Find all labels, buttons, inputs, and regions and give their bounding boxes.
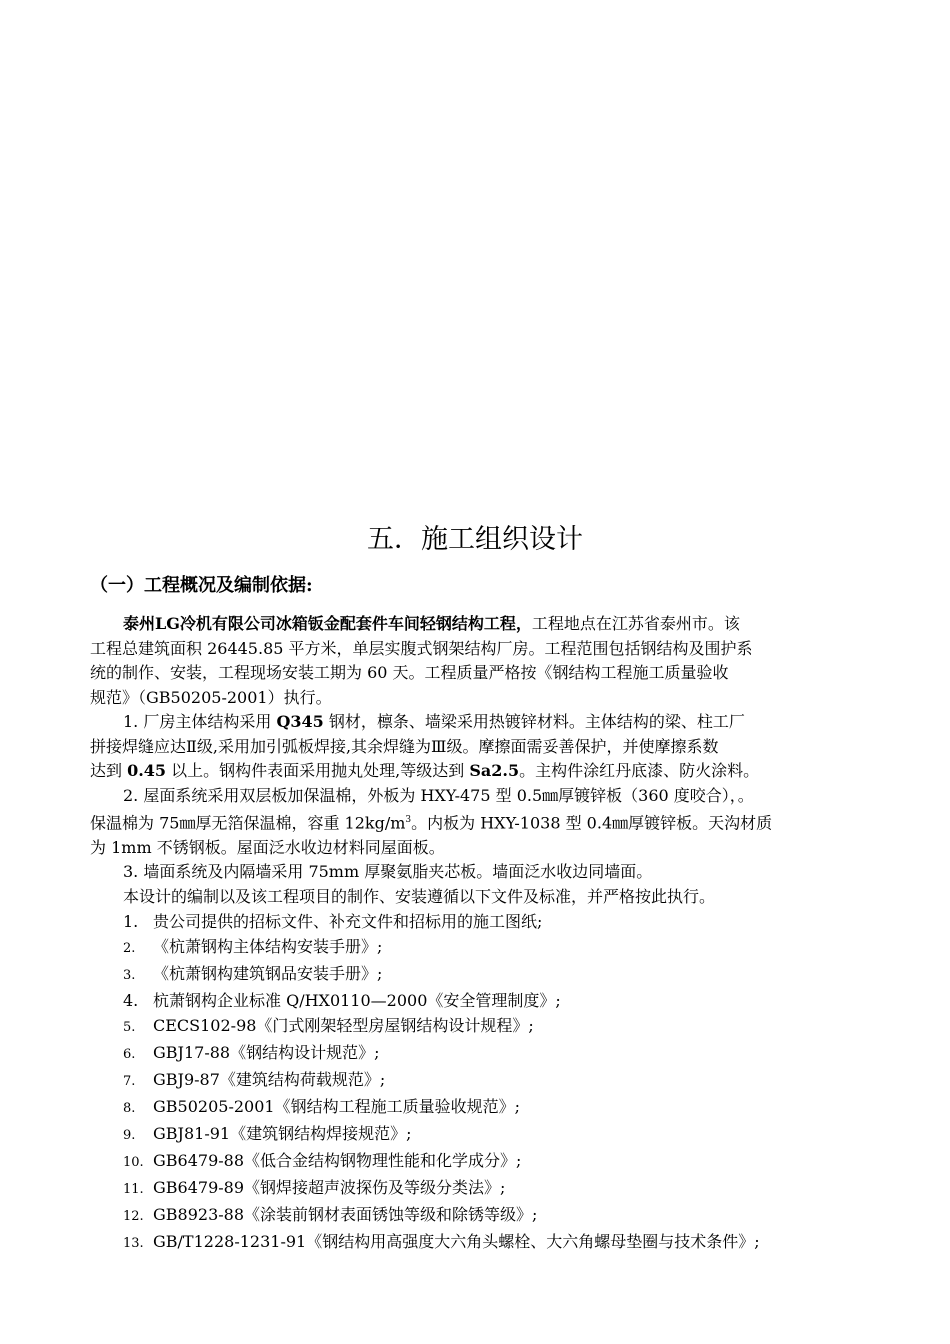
paragraph-1 <box>90 710 862 735</box>
reference-item <box>90 1040 862 1067</box>
p1-text-a: 1. 厂房主体结构采用 <box>123 712 277 731</box>
intro-line-2: 工程总建筑面积 26445.85 平方米，单层实腹式钢架结构厂房。工程范围包括钢结构及围护系 <box>90 638 753 658</box>
reference-text: 《杭萧钢构主体结构安装手册》; <box>153 937 383 957</box>
p1-bold-steel: Q345 <box>276 712 324 731</box>
intro-line-4: 规范》（GB50205-2001）执行。 <box>90 687 332 707</box>
p1-text-c: 钢材，檩条、墙梁采用热镀锌材料。主体结构的梁、柱工厂 <box>323 712 745 731</box>
reference-text: GBJ9-87《建筑结构荷载规范》; <box>153 1070 386 1090</box>
reference-item <box>90 1175 862 1202</box>
reference-item <box>90 1013 862 1040</box>
reference-text: 贵公司提供的招标文件、补充文件和招标用的施工图纸; <box>153 912 543 932</box>
p2-line-2 <box>90 808 862 836</box>
reference-text: GBJ17-88《钢结构设计规范》; <box>153 1043 380 1063</box>
reference-text: GB/T1228-1231-91《钢结构用高强度大六角头螺栓、大六角螺母垫圈与技术条件》; <box>153 1232 760 1252</box>
reference-text: GB50205-2001《钢结构工程施工质量验收规范》; <box>153 1097 520 1117</box>
section-heading: （一）工程概况及编制依据: <box>90 575 313 596</box>
reference-item <box>90 1148 862 1175</box>
reference-number: 7. <box>123 1074 136 1090</box>
reference-item <box>90 1229 862 1256</box>
reference-text: GB8923-88《涂装前钢材表面锈蚀等级和除锈等级》; <box>153 1205 538 1225</box>
p1-text-e: 以上。钢构件表面采用抛丸处理,等级达到 <box>166 761 470 780</box>
reference-number: 10. <box>123 1155 144 1171</box>
p1-line-2: 拼接焊缝应达Ⅱ级,采用加引弧板焊接,其余焊缝为Ⅲ级。摩擦面需妥善保护，并使摩擦系数 <box>90 736 719 756</box>
p1-bold-grade: Sa2.5 <box>469 761 520 780</box>
reference-number: 3. <box>123 968 136 984</box>
reference-text: GB6479-88《低合金结构钢物理性能和化学成分》; <box>153 1151 522 1171</box>
reference-number: 8. <box>123 1101 136 1117</box>
intro-line-3: 统的制作、安装，工程现场安装工期为 60 天。工程质量严格按《钢结构工程施工质量验收 <box>90 663 729 682</box>
reference-text: 杭萧钢构企业标准 Q/HX0110—2000《安全管理制度》; <box>153 991 561 1011</box>
reference-item <box>90 1121 862 1148</box>
reference-item <box>90 909 862 934</box>
reference-item <box>90 988 862 1013</box>
reference-text: 《杭萧钢构建筑钢品安装手册》; <box>153 964 383 984</box>
reference-number: 12. <box>123 1209 144 1225</box>
paragraph-2: 2. 屋面系统采用双层板加保温棉，外板为 HXY-475 型 0.5㎜厚镀锌板（360 度咬合），。 <box>123 785 754 805</box>
p1-text-f: 。主构件涂红丹底漆、防火涂料。 <box>519 761 760 780</box>
reference-item <box>90 1094 862 1121</box>
reference-text: GB6479-89《钢焊接超声波探伤及等级分类法》; <box>153 1178 506 1198</box>
reference-item <box>90 1067 862 1094</box>
p1-text-d: 达到 <box>90 761 128 780</box>
intro-line-1: 工程地点在江苏省泰州市。该 <box>531 614 740 633</box>
reference-number: 9. <box>123 1128 136 1144</box>
page-title: 五．施工组织设计 <box>367 524 583 555</box>
document-body <box>90 612 862 1256</box>
p2-text-b: 。内板为 HXY-1038 型 0.4㎜厚镀锌板。天沟材质 <box>411 813 773 833</box>
reference-item <box>90 934 862 961</box>
reference-number: 1. <box>123 912 139 932</box>
reference-number: 11. <box>123 1182 144 1198</box>
reference-number: 2. <box>123 941 136 957</box>
reference-item <box>90 1202 862 1229</box>
paragraph-4: 本设计的编制以及该工程项目的制作、安装遵循以下文件及标准，并严格按此执行。 <box>123 886 716 906</box>
paragraph-3: 3. 墙面系统及内隔墙采用 75mm 厚聚氨脂夹芯板。墙面泛水收边同墙面。 <box>123 862 653 882</box>
superscript: 3 <box>405 815 412 825</box>
reference-item <box>90 961 862 988</box>
p1-bold-coef: 0.45 <box>127 761 167 780</box>
reference-number: 5. <box>123 1020 136 1036</box>
intro-paragraph <box>90 612 862 637</box>
p2-text-a: 保温棉为 75㎜厚无箔保温棉，容重 12kg/m <box>90 813 406 833</box>
reference-text: GBJ81-91《建筑钢结构焊接规范》; <box>153 1124 412 1144</box>
reference-number: 13. <box>123 1236 144 1252</box>
reference-text: CECS102-98《门式刚架轻型房屋钢结构设计规程》; <box>153 1016 534 1036</box>
reference-number: 4. <box>123 991 139 1011</box>
reference-number: 6. <box>123 1047 136 1063</box>
p1-line-3 <box>90 759 862 784</box>
project-name: 泰州LG冷机有限公司冰箱钣金配套件车间轻钢结构工程， <box>123 614 532 633</box>
p2-line-3: 为 1mm 不锈钢板。屋面泛水收边材料同屋面板。 <box>90 837 445 857</box>
